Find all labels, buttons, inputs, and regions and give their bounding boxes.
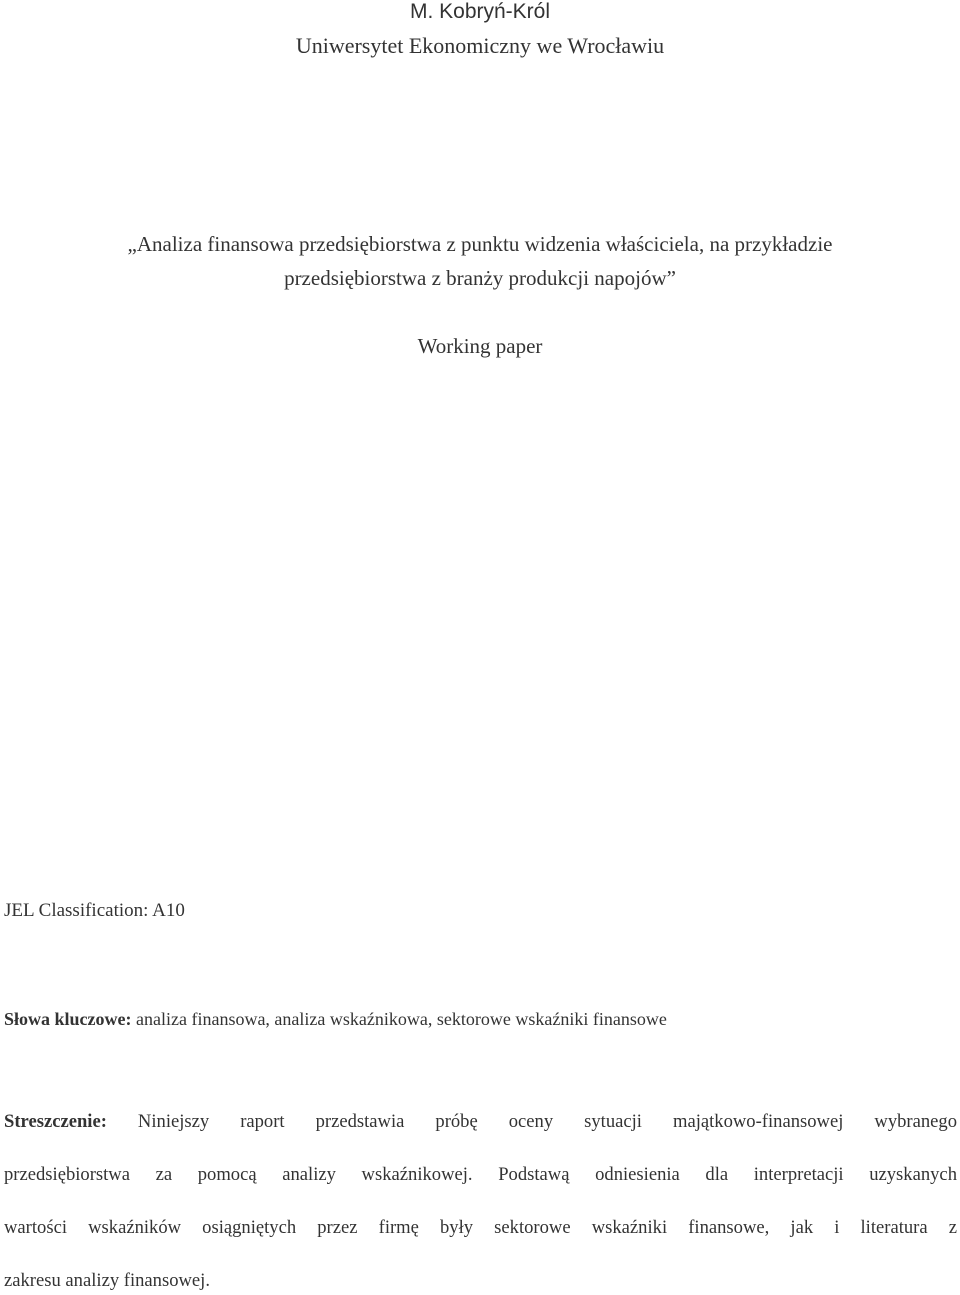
abstract-line-2: przedsiębiorstwa za pomocą analizy wskaźnikowej. Podstawą odniesienia dla interpretacji uzyskanych [4, 1164, 957, 1185]
keywords-label: Słowa kluczowe: [4, 1009, 132, 1029]
abstract-line-3: wartości wskaźników osiągniętych przez firmę były sektorowe wskaźniki finansowe, jak i literatura z [4, 1217, 957, 1238]
keywords-text: analiza finansowa, analiza wskaźnikowa, sektorowe wskaźniki finansowe [136, 1009, 667, 1029]
jel-classification: JEL Classification: A10 [4, 900, 185, 921]
paper-title-line-2: przedsiębiorstwa z branży produkcji napojów” [284, 266, 676, 290]
abstract-label: Streszczenie: [4, 1111, 107, 1132]
author-name: M. Kobryń-Król [409, 0, 551, 23]
author-affiliation: Uniwersytet Ekonomiczny we Wrocławiu [295, 33, 665, 58]
abstract-line-4: zakresu analizy finansowej. [4, 1270, 210, 1291]
paper-subtitle: Working paper [417, 334, 543, 358]
paper-title-line-1: „Analiza finansowa przedsiębiorstwa z punktu widzenia właściciela, na przykładzie [127, 232, 833, 256]
abstract-line-1 [4, 1109, 957, 1135]
keywords-paragraph [4, 1006, 667, 1032]
abstract-line-1-text: Niniejszy raport przedstawia próbę oceny sytuacji majątkowo-finansowej wybranego [137, 1111, 957, 1132]
